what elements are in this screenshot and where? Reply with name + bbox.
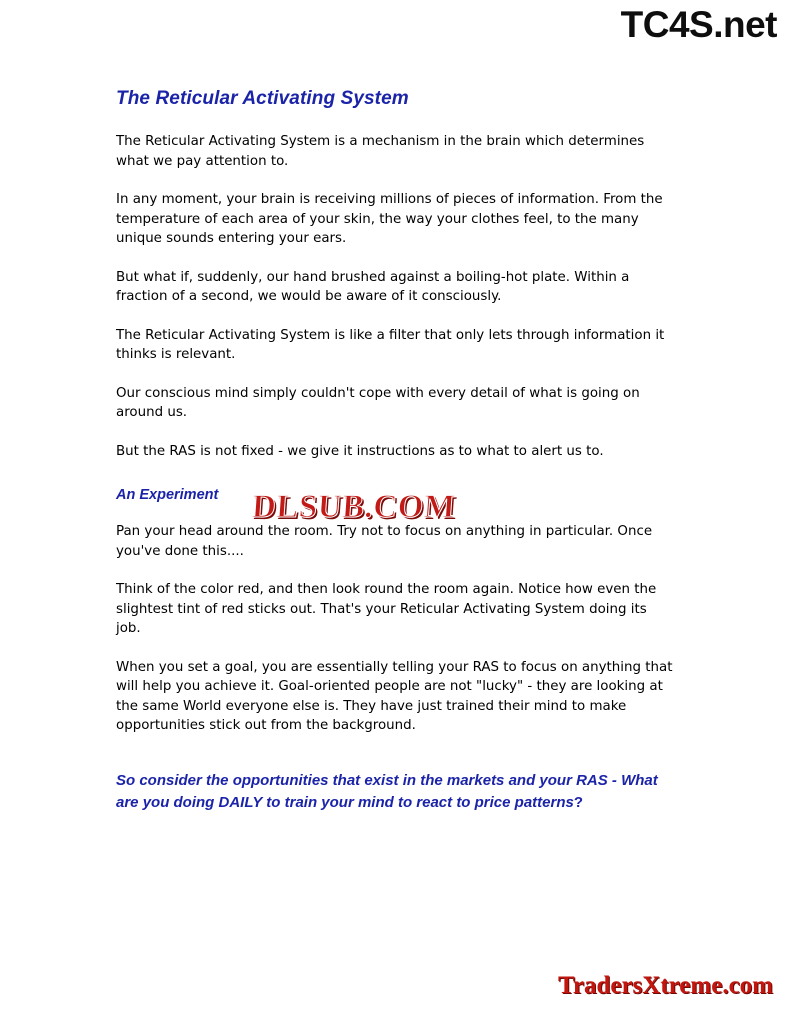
site-logo-header: TC4S.net bbox=[620, 4, 777, 45]
watermark-overlay: DLSUB.COM bbox=[250, 489, 457, 525]
page-title: The Reticular Activating System bbox=[116, 88, 409, 109]
paragraph: Think of the color red, and then look round the room again. Notice how even the slightest tint of red sticks out. That's your Reticular Activating System doing its job. bbox=[116, 582, 657, 636]
paragraph: Pan your head around the room. Try not to focus on anything in particular. Once you've done this.... bbox=[116, 524, 653, 559]
paragraph: Our conscious mind simply couldn't cope with every detail of what is going on around us. bbox=[116, 385, 640, 420]
paragraph: The Reticular Activating System is a mechanism in the brain which determines what we pay attention to. bbox=[116, 134, 645, 169]
paragraph: But what if, suddenly, our hand brushed against a boiling-hot plate. Within a fraction of a second, we would be aware of it consciously. bbox=[116, 269, 630, 304]
section-heading-an-experiment: An Experiment bbox=[116, 487, 219, 503]
paragraph: When you set a goal, you are essentially telling your RAS to focus on anything that will help you achieve it. Goal-oriented people are not "lucky" - they are looking at the same World everyone else is. They have just trained their mind to make opportunities stick out from the background. bbox=[116, 659, 673, 733]
document-body bbox=[116, 88, 676, 814]
paragraph: But the RAS is not fixed - we give it instructions as to what to alert us to. bbox=[116, 443, 604, 459]
site-logo-footer: TradersXtreme.com bbox=[558, 972, 773, 999]
closing-statement-text: So consider the opportunities that exist in the markets and your RAS - What are you doing DAILY to train your mind to react to price patterns bbox=[116, 771, 658, 811]
closing-statement-question-mark: ? bbox=[573, 793, 584, 811]
closing-statement bbox=[116, 770, 676, 814]
paragraph: The Reticular Activating System is like a filter that only lets through information it thinks is relevant. bbox=[116, 327, 665, 362]
paragraph: In any moment, your brain is receiving millions of pieces of information. From the temperature of each area of your skin, the way your clothes feel, to the many unique sounds entering your ears. bbox=[116, 192, 663, 246]
